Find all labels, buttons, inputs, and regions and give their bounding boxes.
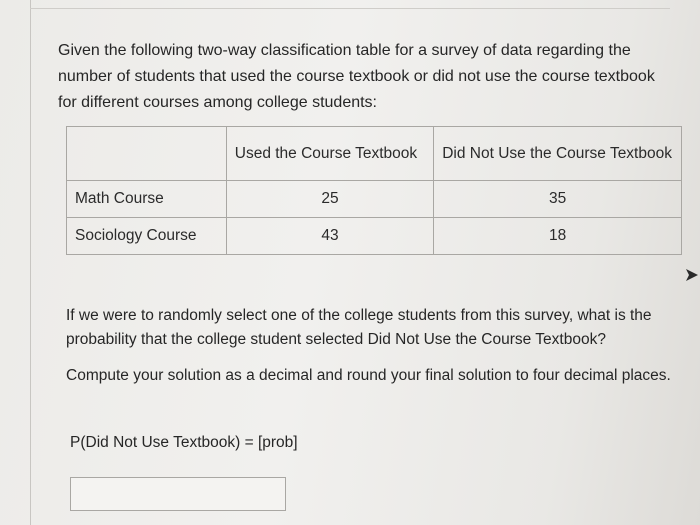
rounding-instruction: Compute your solution as a decimal and round your final solution to four decimal places.	[66, 367, 671, 384]
frame-top-border	[30, 0, 670, 9]
row-label-sociology: Sociology Course	[67, 218, 227, 255]
probability-prompt: If we were to randomly select one of the college students from this survey, what is the probability that the college student selected Did Not Use the Course Textbook?	[66, 307, 652, 348]
cell-math-not-used: 35	[434, 181, 682, 218]
table-header-not-used: Did Not Use the Course Textbook	[434, 127, 682, 181]
table-header-corner	[67, 127, 227, 181]
classification-table	[66, 126, 682, 255]
answer-input[interactable]	[70, 477, 286, 511]
question-text: Given the following two-way classification table for a survey of data regarding the number of students that used the course textbook or did not use the course textbook for different courses among college students:	[58, 42, 655, 111]
mouse-pointer-icon	[684, 268, 700, 282]
table-row	[67, 181, 682, 218]
table-header-used: Used the Course Textbook	[226, 127, 433, 181]
cell-sociology-used: 43	[226, 218, 433, 255]
cell-sociology-not-used: 18	[434, 218, 682, 255]
row-label-math: Math Course	[67, 181, 227, 218]
table-row	[67, 218, 682, 255]
table-header-row	[67, 127, 682, 181]
answer-label: P(Did Not Use Textbook) = [prob]	[70, 434, 298, 451]
cell-math-used: 25	[226, 181, 433, 218]
